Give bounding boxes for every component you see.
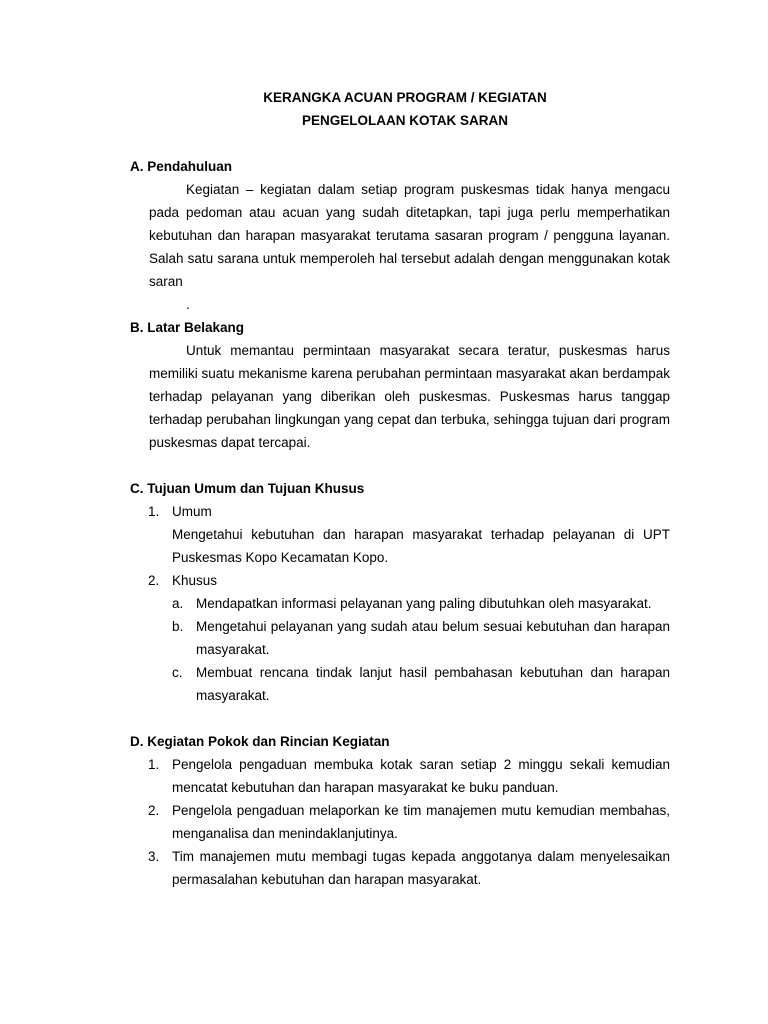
list-item-text: Pengelola pengaduan membuka kotak saran setiap 2 minggu sekali kemudian mencatat kebutuhan dan harapan masyarakat ke buku panduan.	[172, 757, 670, 795]
kegiatan-list	[130, 753, 670, 891]
list-item	[130, 753, 670, 799]
section-a-trailing-dot: .	[186, 297, 190, 312]
section-c-heading: C. Tujuan Umum dan Tujuan Khusus	[130, 481, 365, 496]
list-item-text: Pengelola pengaduan melaporkan ke tim manajemen mutu kemudian membahas, menganalisa dan menindaklanjutinya.	[172, 803, 670, 841]
sublist-marker: c.	[172, 665, 183, 680]
section-kegiatan-pokok	[130, 730, 670, 891]
spacer	[130, 454, 670, 477]
section-a-paragraph: Kegiatan – kegiatan dalam setiap program puskesmas tidak hanya mengacu pada pedoman atau acuan yang sudah ditetapkan, tapi juga perlu memperhatikan kebutuhan dan harapan masyarakat terutama sasaran program / pengguna layanan. Salah satu sarana untuk memperoleh hal tersebut adalah dengan menggunakan kotak saran	[149, 182, 670, 289]
list-item	[130, 845, 670, 891]
title-line-1: KERANGKA ACUAN PROGRAM / KEGIATAN	[263, 90, 547, 105]
spacer	[130, 707, 670, 730]
list-item	[130, 799, 670, 845]
list-item-text: Tim manajemen mutu membagi tugas kepada anggotanya dalam menyelesaikan permasalahan kebutuhan dan harapan masyarakat.	[172, 849, 670, 887]
list-item-label: Umum	[172, 504, 212, 519]
list-marker: 1.	[148, 504, 160, 519]
list-marker: 2.	[148, 573, 160, 588]
section-latar-belakang	[130, 316, 670, 454]
list-marker: 1.	[148, 757, 160, 772]
sublist-marker: b.	[172, 619, 184, 634]
title-line-2: PENGELOLAAN KOTAK SARAN	[301, 113, 508, 128]
sublist-item	[172, 615, 670, 661]
sublist-item	[172, 592, 670, 615]
section-d-heading: D. Kegiatan Pokok dan Rincian Kegiatan	[130, 734, 390, 749]
khusus-sublist	[172, 592, 670, 707]
list-item	[130, 500, 670, 569]
section-a-heading: A. Pendahuluan	[130, 159, 233, 174]
section-b-heading: B. Latar Belakang	[130, 320, 245, 335]
sublist-item	[172, 661, 670, 707]
sublist-text: Membuat rencana tindak lanjut hasil pembahasan kebutuhan dan harapan masyarakat.	[196, 665, 670, 703]
list-item	[130, 569, 670, 707]
list-marker: 3.	[148, 849, 160, 864]
sublist-marker: a.	[172, 596, 184, 611]
list-marker: 2.	[148, 803, 160, 818]
section-pendahuluan	[130, 155, 670, 316]
document-title	[130, 86, 670, 132]
list-item-body: Mengetahui kebutuhan dan harapan masyarakat terhadap pelayanan di UPT Puskesmas Kopo Kecamatan Kopo.	[172, 527, 670, 565]
section-b-paragraph: Untuk memantau permintaan masyarakat secara teratur, puskesmas harus memiliki suatu mekanisme karena perubahan permintaan masyarakat akan berdampak terhadap pelayanan yang diberikan oleh puskesmas. Puskesmas harus tanggap terhadap perubahan lingkungan yang cepat dan terbuka, sehingga tujuan dari program puskesmas dapat tercapai.	[149, 343, 670, 450]
section-tujuan	[130, 477, 670, 707]
tujuan-list	[130, 500, 670, 707]
sublist-text: Mengetahui pelayanan yang sudah atau belum sesuai kebutuhan dan harapan masyarakat.	[196, 619, 670, 657]
sublist-text: Mendapatkan informasi pelayanan yang paling dibutuhkan oleh masyarakat.	[196, 596, 652, 611]
list-item-label: Khusus	[172, 573, 218, 588]
